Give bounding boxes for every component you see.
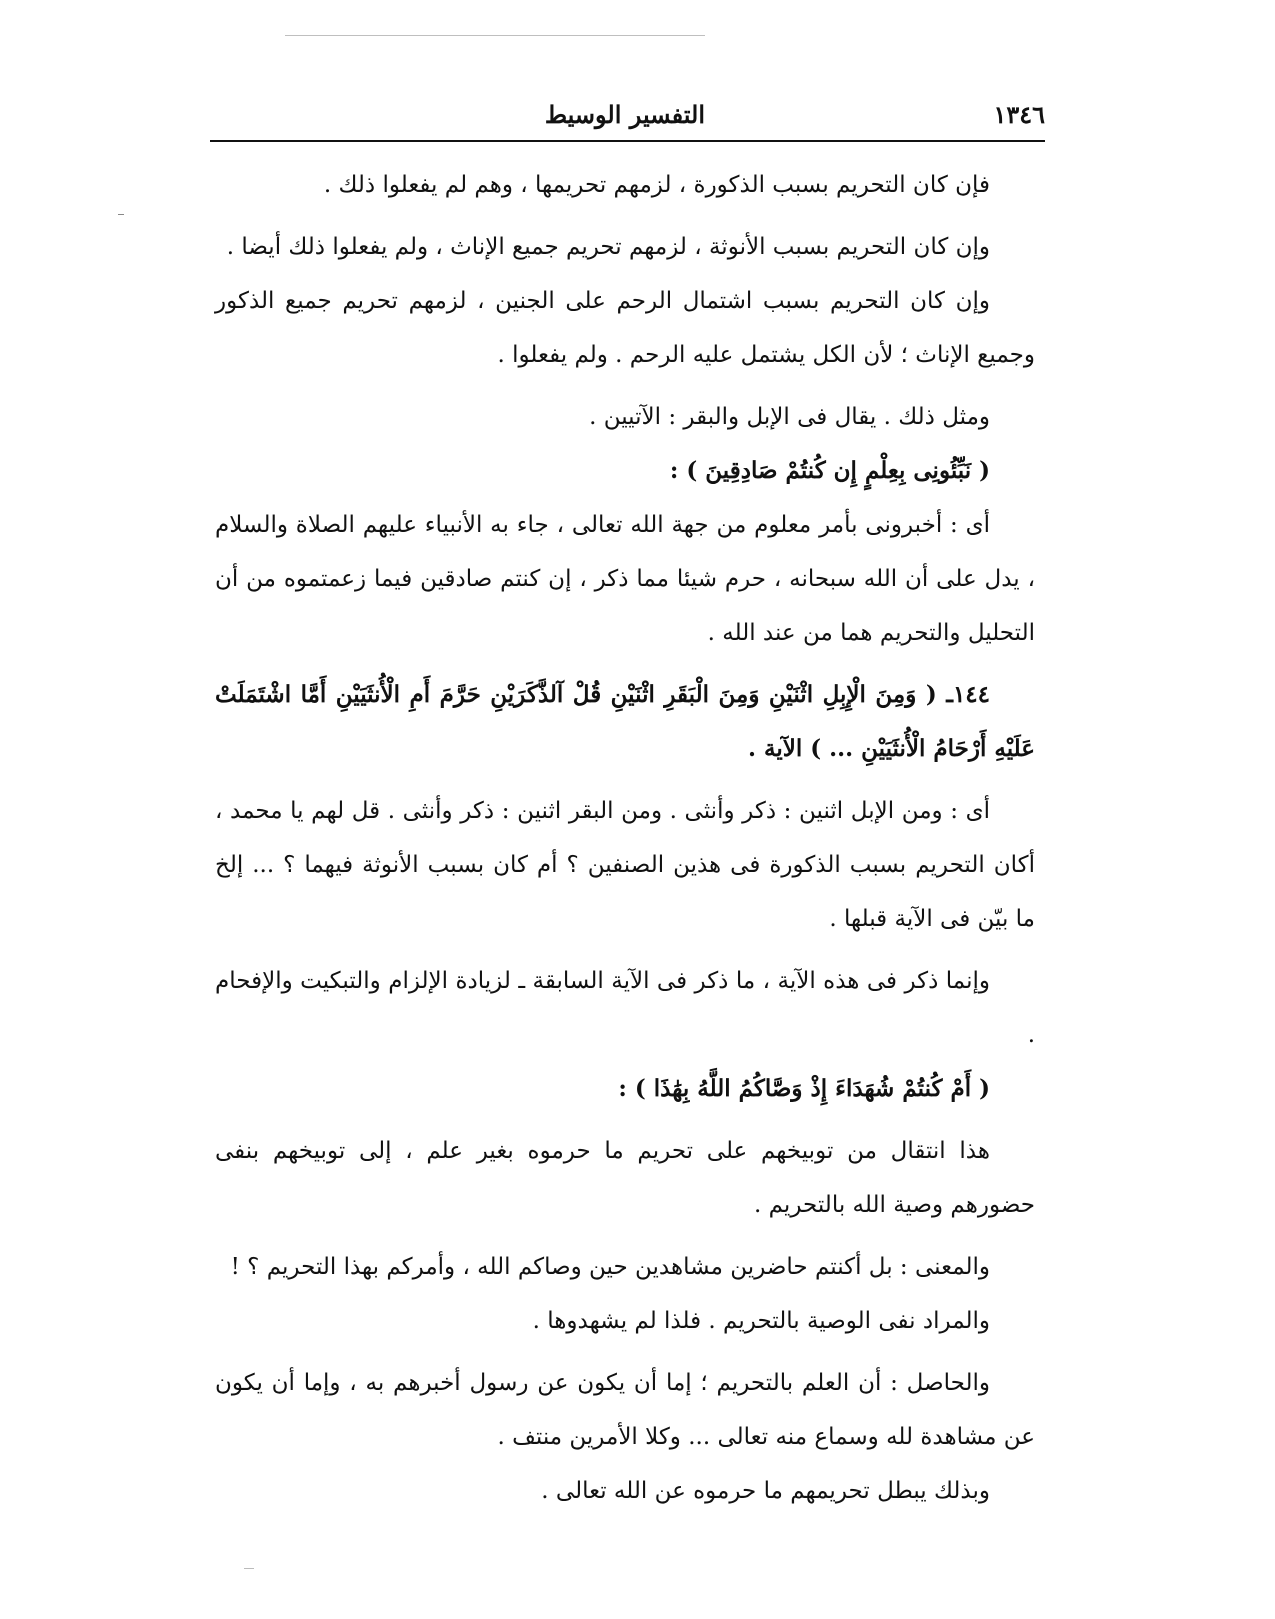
body-text: [215, 158, 1035, 1518]
paragraph: أى : ومن الإبل اثنين : ذكر وأنثى . ومن البقر اثنين : ذكر وأنثى . قل لهم يا محمد ، أكان التحريم بسبب الذكورة فى هذين الصنفين ؟ أم كان بسبب الأنوثة فيهما ؟ ... إلخ ما بيّن فى الآية قبلها .: [215, 798, 1035, 932]
quran-verse: ( أَمْ كُنتُمْ شُهَدَاءَ إِذْ وَصَّاكُمُ اللَّهُ بِهَٰذَا ) :: [618, 1075, 990, 1102]
paragraph: هذا انتقال من توبيخهم على تحريم ما حرموه بغير علم ، إلى توبيخهم بنفى حضورهم وصية الله بالتحريم .: [215, 1138, 1035, 1218]
header-rule: [210, 140, 1045, 142]
paragraph: أى : أخبرونى بأمر معلوم من جهة الله تعالى ، جاء به الأنبياء عليهم الصلاة والسلام ، يدل على أن الله سبحانه ، حرم شيئا مما ذكر ، إن كنتم صادقين فيما زعمتموه من أن التحليل والتحريم هما من عند الله .: [215, 512, 1035, 646]
paragraph: والمعنى : بل أكنتم حاضرين مشاهدين حين وصاكم الله ، وأمركم بهذا التحريم ؟ !: [230, 1254, 990, 1280]
paragraph: وإن كان التحريم بسبب الأنوثة ، لزمهم تحريم جميع الإناث ، ولم يفعلوا ذلك أيضا .: [226, 234, 990, 260]
scan-artifact-line: [285, 35, 705, 36]
paragraph: وبذلك يبطل تحريمهم ما حرموه عن الله تعالى .: [541, 1478, 990, 1504]
paragraph: وإن كان التحريم بسبب اشتمال الرحم على الجنين ، لزمهم تحريم جميع الذكور وجميع الإناث ؛ لأن الكل يشتمل عليه الرحم . ولم يفعلوا .: [215, 288, 1035, 368]
paragraph: وإنما ذكر فى هذه الآية ، ما ذكر فى الآية السابقة ـ لزيادة الإلزام والتبكيت والإفحام .: [215, 968, 1035, 1048]
scan-artifact-tick: [118, 214, 124, 215]
running-title: التفسير الوسيط: [544, 100, 705, 129]
scan-artifact-tick: [244, 1568, 254, 1569]
page-number: ١٣٤٦: [993, 100, 1045, 129]
page-header: [210, 100, 1045, 136]
quran-verse: ١٤٤ـ ( وَمِنَ الْإِبِلِ اثْنَيْنِ وَمِنَ الْبَقَرِ اثْنَيْنِ قُلْ آلذَّكَرَيْنِ حَرَّمَ أَمِ الْأُنثَيَيْنِ أَمَّا اشْتَمَلَتْ عَلَيْهِ أَرْحَامُ الْأُنثَيَيْنِ ... ) الآية .: [215, 681, 1035, 762]
paragraph: والمراد نفى الوصية بالتحريم . فلذا لم يشهدوها .: [532, 1308, 990, 1334]
paragraph: والحاصل : أن العلم بالتحريم ؛ إما أن يكون عن رسول أخبرهم به ، وإما أن يكون عن مشاهدة لله وسماع منه تعالى ... وكلا الأمرين منتف .: [215, 1370, 1035, 1450]
paragraph: ومثل ذلك . يقال فى الإبل والبقر : الآتيين .: [589, 404, 990, 430]
paragraph: فإن كان التحريم بسبب الذكورة ، لزمهم تحريمها ، وهم لم يفعلوا ذلك .: [323, 172, 990, 198]
quran-verse: ( نَبِّئُونِى بِعِلْمٍ إِن كُنتُمْ صَادِقِينَ ) :: [669, 457, 990, 484]
